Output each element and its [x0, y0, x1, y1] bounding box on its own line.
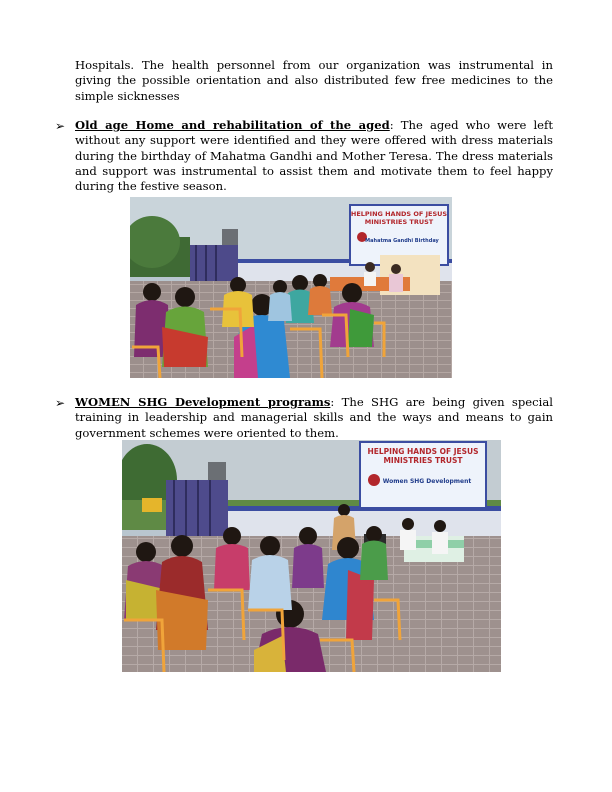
old-age-banner-title-2: MINISTRIES TRUST — [364, 218, 434, 226]
shg-banner-title-2: MINISTRIES TRUST — [383, 456, 463, 465]
bullet-arrow-icon: ➢ — [55, 396, 66, 410]
old-age-banner-event: Mahatma Gandhi Birthday — [365, 238, 439, 244]
section-old-age-paragraph — [75, 118, 553, 194]
bullet-arrow-icon: ➢ — [55, 119, 66, 133]
section-shg-heading: WOMEN SHG Development programs — [75, 395, 331, 409]
section-old-age-heading: Old age Home and rehabilitation of the aged — [75, 118, 390, 132]
shg-banner-title-1: HELPING HANDS OF JESUS — [367, 447, 479, 456]
section-old-age-body: : The aged who were left without any support were identified and they were offered with dress materials during the birthday of Mahatma Gandhi and Mother Teresa. The dress materials and support was instrumental to assist them and motivate them to feel happy during the festive season. — [75, 118, 553, 194]
old-age-banner-title-1: HELPING HANDS OF JESUS — [350, 210, 448, 218]
section-shg-paragraph — [75, 395, 553, 441]
shg-banner-event: Women SHG Development — [382, 478, 472, 485]
intro-paragraph: Hospitals. The health personnel from our organization was instrumental in giving the possible orientation and also distributed few free medicines to the simple sicknesses — [75, 58, 553, 103]
shg-event-photo — [122, 440, 501, 672]
old-age-event-photo — [130, 197, 452, 378]
section-shg-body: : The SHG are being given special training in leadership and managerial skills and the ways and means to gain government schemes were oriented to them. — [75, 395, 553, 440]
